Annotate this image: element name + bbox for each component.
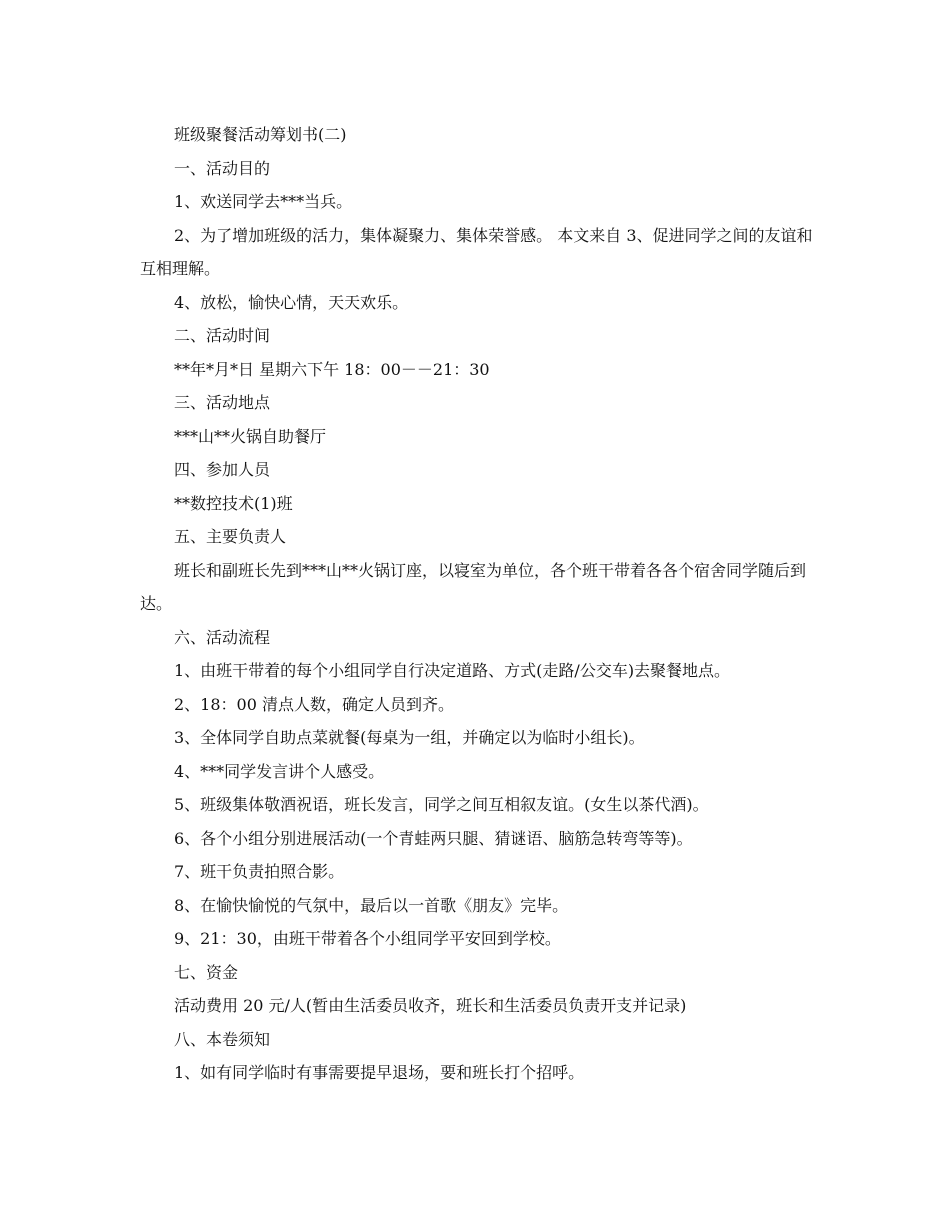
section-heading: 三、活动地点: [174, 393, 271, 412]
section-heading: 七、资金: [174, 962, 239, 982]
paragraph: ***山**火锅自助餐厅: [174, 426, 327, 446]
section-heading: 五、主要负责人: [174, 527, 287, 546]
list-item: 4、***同学发言讲个人感受。: [174, 761, 385, 781]
section-heading: 八、本卷须知: [174, 1029, 271, 1049]
section-heading: 二、活动时间: [174, 326, 271, 345]
document-title: 班级聚餐活动筹划书(二): [174, 125, 347, 144]
list-item: 8、在愉快愉悦的气氛中，最后以一首歌《朋友》完毕。: [174, 895, 569, 915]
paragraph: 4、放松，愉快心情，天天欢乐。: [174, 292, 409, 312]
list-item: 5、班级集体敬酒祝语，班长发言，同学之间互相叙友谊。(女生以茶代酒)。: [174, 795, 709, 814]
paragraph: 2、为了增加班级的活力，集体凝聚力、集体荣誉感。 本文来自 3、促进同学之间的友谊和互相理解。: [140, 225, 813, 278]
document-body: [140, 118, 820, 1090]
list-item: 7、班干负责拍照合影。: [174, 862, 345, 881]
paragraph: **数控技术(1)班: [174, 493, 293, 513]
list-item: 2、18：00 清点人数，确定人员到齐。: [174, 694, 454, 714]
list-item: 9、21：30，由班干带着各个小组同学平安回到学校。: [174, 929, 561, 948]
section-heading: 一、活动目的: [174, 158, 271, 178]
paragraph: 1、欢送同学去***当兵。: [174, 192, 353, 211]
paragraph: 班长和副班长先到***山**火锅订座，以寝室为单位，各个班干带着各各个宿舍同学随后到达。: [140, 560, 807, 613]
section-heading: 六、活动流程: [174, 627, 271, 647]
paragraph: **年*月*日 星期六下午 18：00－－21：30: [174, 359, 490, 379]
list-item: 6、各个小组分别进展活动(一个青蛙两只腿、猜谜语、脑筋急转弯等等)。: [174, 828, 693, 848]
paragraph: 活动费用 20 元/人(暂由生活委员收齐，班长和生活委员负责开支并记录): [174, 996, 687, 1015]
section-heading: 四、参加人员: [174, 460, 271, 479]
list-item: 1、由班干带着的每个小组同学自行决定道路、方式(走路/公交车)去聚餐地点。: [174, 661, 731, 680]
list-item: 3、全体同学自助点菜就餐(每桌为一组，并确定以为临时小组长)。: [174, 728, 645, 747]
list-item: 1、如有同学临时有事需要提早退场，要和班长打个招呼。: [174, 1063, 585, 1082]
